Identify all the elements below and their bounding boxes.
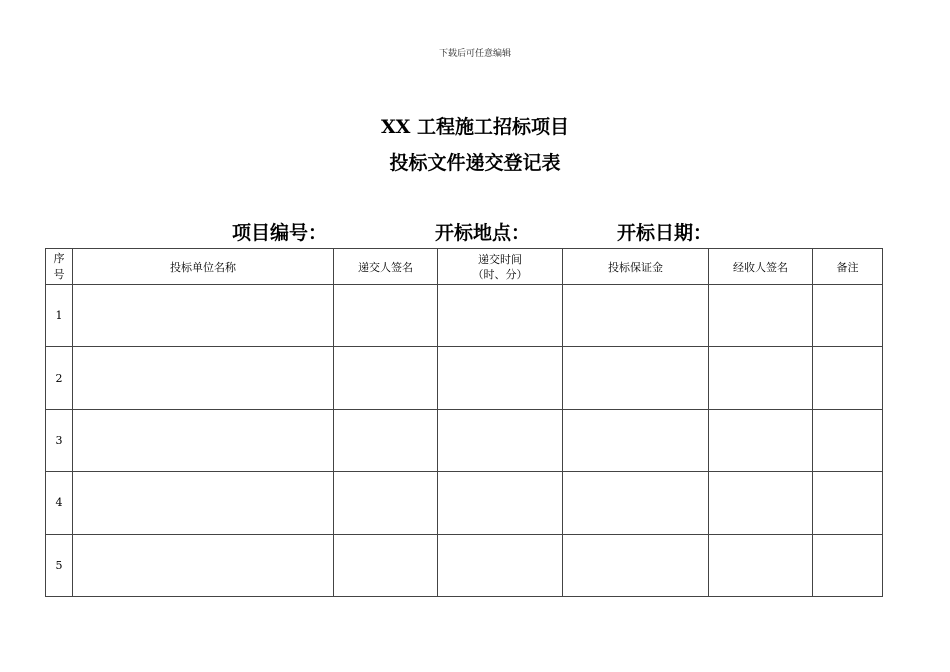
project-number-label: 项目编号： [232,222,328,244]
submitter-sign-cell[interactable] [334,534,438,596]
registration-table [45,248,883,597]
submitter-sign-cell[interactable] [334,347,438,409]
table-header-row [46,249,883,285]
page-subtitle: 投标文件递交登记表 [389,152,561,174]
deposit-cell[interactable] [563,347,709,409]
submit-time-cell[interactable] [438,472,563,534]
handler-sign-cell[interactable] [709,285,813,347]
bidder-cell[interactable] [73,347,334,409]
handler-sign-cell[interactable] [709,472,813,534]
remark-cell[interactable] [813,534,883,596]
remark-cell[interactable] [813,347,883,409]
submit-time-cell[interactable] [438,285,563,347]
table-row [46,285,883,347]
row-seq-cell: 1 [46,285,73,347]
col-submitter-sign-header: 递交人签名 [334,249,438,285]
handler-sign-cell[interactable] [709,534,813,596]
submitter-sign-cell[interactable] [334,285,438,347]
submitter-sign-cell[interactable] [334,472,438,534]
deposit-cell[interactable] [563,409,709,471]
remark-cell[interactable] [813,472,883,534]
page-title: XX 工程施工招标项目 [380,116,570,138]
deposit-cell[interactable] [563,472,709,534]
handler-sign-cell[interactable] [709,347,813,409]
row-seq-cell: 4 [46,472,73,534]
deposit-cell[interactable] [563,285,709,347]
submitter-sign-cell[interactable] [334,409,438,471]
col-submit-time-label: 递交时间 [478,252,522,266]
handler-sign-cell[interactable] [709,409,813,471]
col-deposit-header: 投标保证金 [563,249,709,285]
table-row [46,534,883,596]
table-row [46,347,883,409]
row-seq-cell: 5 [46,534,73,596]
bidder-cell[interactable] [73,534,334,596]
col-seq-header [46,249,73,285]
submit-time-cell[interactable] [438,347,563,409]
bid-location-label: 开标地点： [435,222,531,244]
bidder-cell[interactable] [73,285,334,347]
bid-date-label: 开标日期： [617,222,713,244]
col-seq-label: 序号 [53,251,65,281]
submit-time-cell[interactable] [438,534,563,596]
deposit-cell[interactable] [563,534,709,596]
col-handler-sign-header: 经收人签名 [709,249,813,285]
table-row [46,409,883,471]
remark-cell[interactable] [813,285,883,347]
row-seq-cell: 2 [46,347,73,409]
header-note: 下载后可任意编辑 [438,49,511,59]
row-seq-cell: 3 [46,409,73,471]
col-submit-time-sub: （时、分） [472,267,528,281]
bidder-cell[interactable] [73,409,334,471]
submit-time-cell[interactable] [438,409,563,471]
col-submit-time-header [438,249,563,285]
table-row [46,472,883,534]
col-remark-header: 备注 [813,249,883,285]
remark-cell[interactable] [813,409,883,471]
bidder-cell[interactable] [73,472,334,534]
col-bidder-header: 投标单位名称 [73,249,334,285]
